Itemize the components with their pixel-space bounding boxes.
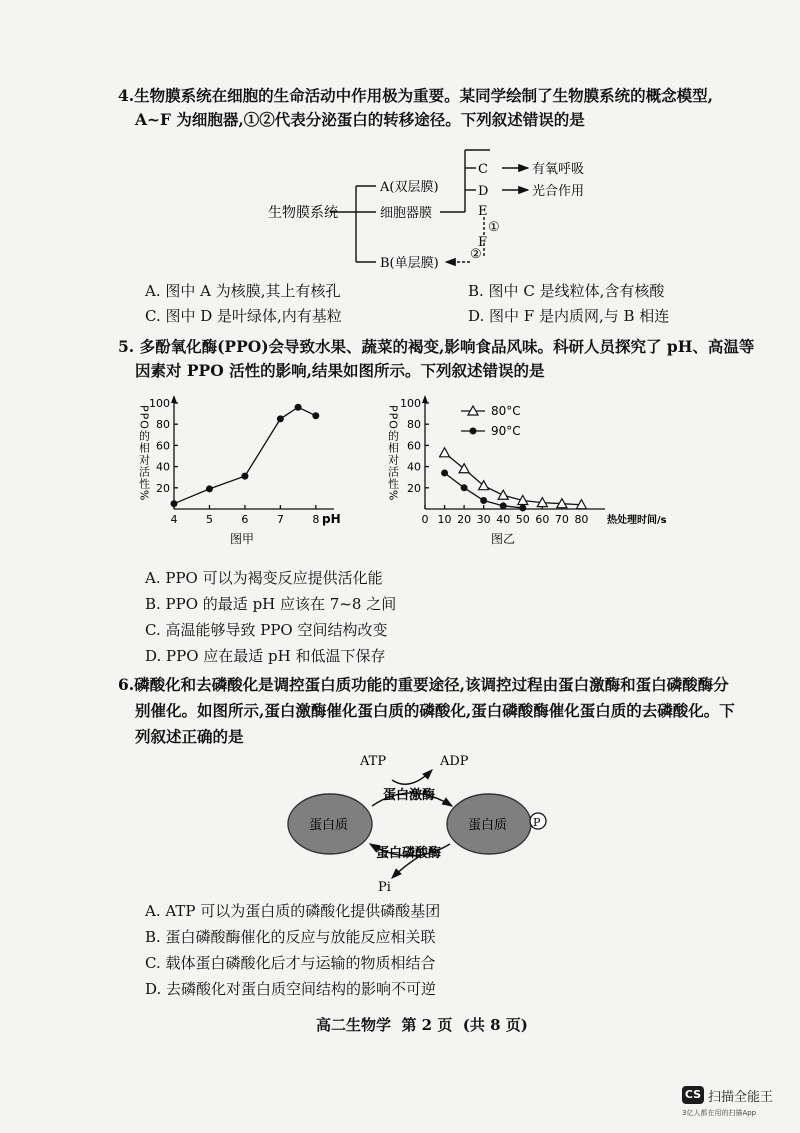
- scanner-tagline: 3亿人都在用的扫描App: [682, 1109, 757, 1117]
- q4-option-c: C. 图中 D 是叶绿体,内有基粒: [145, 307, 342, 325]
- q4-d-function: 光合作用: [532, 184, 585, 199]
- y-tick-label: 60: [407, 439, 421, 453]
- q4-path-1: ①: [488, 220, 500, 235]
- y-tick-label: 40: [407, 460, 421, 474]
- scanner-app-name: 扫描全能王: [708, 1090, 774, 1105]
- y-axis-label: PPO的相对活性%: [386, 405, 400, 502]
- x-tick-label: 80: [574, 513, 589, 526]
- atp-label: ATP: [360, 754, 387, 769]
- q5-option-a: A. PPO 可以为褐变反应提供活化能: [145, 569, 383, 587]
- x-axis-label: pH: [322, 512, 341, 526]
- q6-option-a: A. ATP 可以为蛋白质的磷酸化提供磷酸基团: [145, 902, 441, 920]
- q6-stem-line1: 6.磷酸化和去磷酸化是调控蛋白质功能的重要途径,该调控过程由蛋白激酶和蛋白磷酸酶分: [118, 675, 729, 694]
- y-tick-label: 100: [149, 397, 170, 410]
- x-tick-label: 60: [535, 513, 550, 526]
- phosphatase-label: 蛋白磷酸酶: [376, 846, 442, 861]
- q4-path-2: ②: [470, 247, 482, 262]
- q6-option-d: D. 去磷酸化对蛋白质空间结构的影响不可逆: [145, 980, 437, 998]
- y-tick-label: 80: [407, 418, 421, 432]
- q4-stem-line2: A~F 为细胞器,①②代表分泌蛋白的转移途径。下列叙述错误的是: [135, 110, 585, 129]
- x-tick-label: 0: [421, 513, 429, 526]
- q4-option-a: A. 图中 A 为核膜,其上有核孔: [145, 282, 341, 300]
- chart-title: 图甲: [229, 532, 255, 546]
- legend-label: 90°C: [491, 424, 521, 438]
- q6-option-b: B. 蛋白磷酸酶催化的反应与放能反应相关联: [145, 928, 436, 946]
- q4-option-b: B. 图中 C 是线粒体,含有核酸: [468, 282, 665, 300]
- x-axis-label: 热处理时间/s: [607, 515, 667, 526]
- y-tick-label: 80: [156, 418, 170, 432]
- x-tick-label: 5: [205, 513, 213, 526]
- q4-root-label: 生物膜系统: [268, 205, 338, 221]
- page-footer: 高二生物学 第 2 页 (共 8 页): [316, 1016, 528, 1034]
- x-tick-label: 50: [515, 513, 530, 526]
- x-tick-label: 4: [170, 513, 178, 526]
- q4-node-a: A(双层膜): [380, 180, 439, 195]
- cs-logo-icon: CS: [682, 1086, 704, 1104]
- x-tick-label: 10: [437, 513, 452, 526]
- y-axis-label: PPO的相对活性%: [137, 405, 151, 502]
- y-tick-label: 20: [156, 481, 170, 495]
- phosphate-label: P: [533, 816, 541, 829]
- q4-node-organelle: 细胞器膜: [380, 206, 433, 221]
- x-tick-label: 7: [276, 513, 284, 526]
- protein-right-label: 蛋白质: [468, 818, 508, 833]
- x-tick-label: 30: [476, 513, 491, 526]
- y-tick-label: 60: [156, 439, 170, 453]
- x-tick-label: 40: [496, 513, 511, 526]
- q5-stem-line2: 因素对 PPO 活性的影响,结果如图所示。下列叙述错误的是: [135, 361, 545, 380]
- y-tick-label: 100: [400, 397, 421, 410]
- x-tick-label: 70: [554, 513, 569, 526]
- x-tick-label: 6: [241, 513, 249, 526]
- x-tick-label: 8: [312, 513, 320, 526]
- q5-option-b: B. PPO 的最适 pH 应该在 7~8 之间: [145, 595, 397, 613]
- q5-stem-line1: 5. 多酚氧化酶(PPO)会导致水果、蔬菜的褐变,影响食品风味。科研人员探究了 pH、高温等: [118, 337, 755, 356]
- legend-label: 80°C: [491, 404, 521, 418]
- x-tick-label: 20: [457, 513, 472, 526]
- q4-c-function: 有氧呼吸: [532, 162, 585, 177]
- q4-node-e: E: [478, 204, 488, 219]
- y-tick-label: 40: [156, 460, 170, 474]
- adp-label: ADP: [440, 754, 469, 769]
- q6-option-c: C. 载体蛋白磷酸化后才与运输的物质相结合: [145, 954, 436, 972]
- q4-node-b: B(单层膜): [380, 256, 439, 271]
- q4-option-d: D. 图中 F 是内质网,与 B 相连: [468, 307, 670, 325]
- q6-stem-line2: 别催化。如图所示,蛋白激酶催化蛋白质的磷酸化,蛋白磷酸酶催化蛋白质的去磷酸化。下: [135, 701, 735, 720]
- q6-stem-line3: 列叙述正确的是: [135, 727, 244, 746]
- chart-title: 图乙: [490, 532, 516, 546]
- q4-node-d: D: [478, 184, 489, 199]
- q4-node-c: C: [478, 162, 488, 177]
- q5-option-c: C. 高温能够导致 PPO 空间结构改变: [145, 621, 388, 639]
- pi-label: Pi: [378, 880, 391, 895]
- y-tick-label: 20: [407, 481, 421, 495]
- protein-left-label: 蛋白质: [309, 818, 349, 833]
- q4-stem-line1: 4.生物膜系统在细胞的生命活动中作用极为重要。某同学绘制了生物膜系统的概念模型,: [118, 86, 714, 105]
- q4-node-f: F: [478, 235, 488, 250]
- q5-option-d: D. PPO 应在最适 pH 和低温下保存: [145, 647, 386, 665]
- kinase-label: 蛋白激酶: [383, 788, 436, 803]
